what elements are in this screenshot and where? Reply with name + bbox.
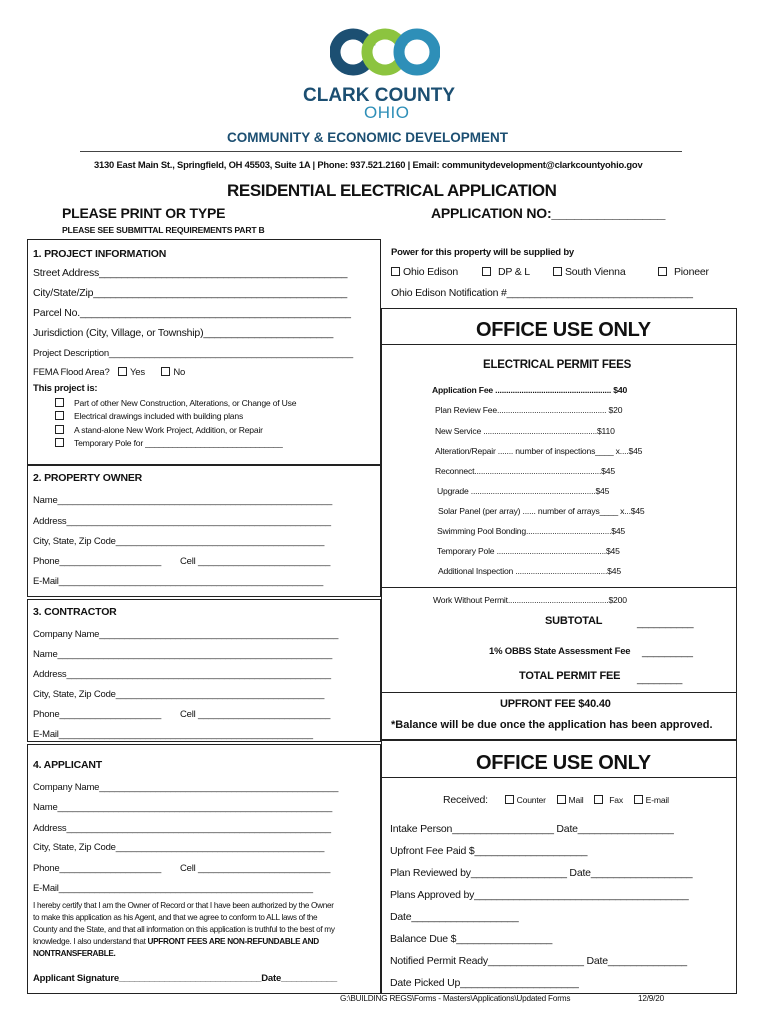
this-project-is: This project is: bbox=[33, 383, 98, 394]
owner-address-field[interactable]: Address____________________________________________________ bbox=[33, 516, 331, 527]
received-row: Received: Counter Mail Fax E-mail bbox=[443, 794, 669, 806]
applicant-heading: 4. APPLICANT bbox=[33, 759, 102, 771]
applicant-company-field[interactable]: Company Name_______________________________________________ bbox=[33, 782, 339, 793]
checkbox[interactable] bbox=[55, 425, 64, 434]
header-rule bbox=[80, 151, 682, 152]
fee-swimming-pool: Swimming Pool Bonding.......................................$45 bbox=[437, 526, 626, 536]
project-info-heading: 1. PROJECT INFORMATION bbox=[33, 248, 167, 260]
applicant-city-field[interactable]: City, State, Zip Code_________________________________________ bbox=[33, 842, 325, 853]
balance-due-field[interactable]: Balance Due $_________________ bbox=[390, 933, 553, 945]
applicant-name-field[interactable]: Name______________________________________________________ bbox=[33, 802, 333, 813]
header-address: 3130 East Main St., Springfield, OH 45503, Suite 1A | Phone: 937.521.2160 | Email: communitydevelopment@clarkcountyohio.gov bbox=[94, 159, 643, 170]
fema-label: FEMA Flood Area? bbox=[33, 367, 110, 378]
print-or-type: PLEASE PRINT OR TYPE bbox=[62, 205, 226, 221]
certification-line-1: I hereby certify that I am the Owner of Record or that I have been authorized by the Owner bbox=[33, 901, 334, 910]
received-label: Received: bbox=[443, 794, 488, 806]
fee-additional-inspection: Additional Inspection ..........................................$45 bbox=[438, 566, 621, 576]
ohio-edison-notification[interactable]: Ohio Edison Notification #_________________________________ bbox=[391, 287, 693, 299]
project-type-4: Temporary Pole for ______________________________ bbox=[55, 438, 283, 449]
certification-line-3: County and the State, and that all information on this application is truthful to the best of my bbox=[33, 925, 335, 934]
office-use-rule-2 bbox=[381, 777, 737, 778]
dept-name: COMMUNITY & ECONOMIC DEVELOPMENT bbox=[227, 130, 509, 145]
obbs-fee-field[interactable]: _________ bbox=[642, 646, 693, 658]
power-supply-heading: Power for this property will be supplied by bbox=[391, 247, 575, 258]
subtotal-field[interactable]: __________ bbox=[637, 617, 694, 629]
notified-permit-ready-field[interactable]: Notified Permit Ready_________________ Date______________ bbox=[390, 955, 687, 967]
cco-logo-mark bbox=[330, 28, 440, 84]
footer-date: 12/9/20 bbox=[638, 994, 664, 1003]
contractor-heading: 3. CONTRACTOR bbox=[33, 606, 117, 618]
fee-work-without-permit: Work Without Permit..............................................$200 bbox=[433, 595, 627, 605]
subtotal-label: SUBTOTAL bbox=[545, 615, 603, 627]
contractor-phone-field[interactable]: Phone____________________ bbox=[33, 709, 162, 720]
owner-email-field[interactable]: E-Mail____________________________________________________ bbox=[33, 576, 324, 587]
balance-note: *Balance will be due once the application has been approved. bbox=[391, 719, 713, 731]
applicant-address-field[interactable]: Address____________________________________________________ bbox=[33, 823, 331, 834]
fee-upgrade: Upgrade .........................................................$45 bbox=[437, 486, 610, 496]
total-permit-fee-field[interactable]: ________ bbox=[637, 673, 683, 685]
fema-no-label: No bbox=[173, 367, 186, 378]
application-number: APPLICATION NO:_______________ bbox=[431, 205, 666, 221]
fema-flood-area bbox=[33, 367, 185, 378]
contractor-email-field[interactable]: E-Mail__________________________________________________ bbox=[33, 729, 313, 740]
certification-line-2: to make this application as his Agent, and that we agree to conform to ALL laws of the bbox=[33, 913, 318, 922]
permit-fees-title: ELECTRICAL PERMIT FEES bbox=[483, 359, 632, 371]
checkbox[interactable] bbox=[482, 267, 491, 276]
non-refundable-notice: UPFRONT FEES ARE NON-REFUNDABLE AND bbox=[147, 937, 319, 946]
applicant-email-field[interactable]: E-Mail__________________________________________________ bbox=[33, 883, 313, 894]
project-type-2: Electrical drawings included with building plans bbox=[55, 411, 243, 422]
office-use-rule-1 bbox=[381, 344, 737, 345]
parcel-no-field[interactable]: Parcel No.________________________________________________ bbox=[33, 307, 351, 319]
project-type-3: A stand-alone New Work Project, Addition, or Repair bbox=[55, 425, 263, 436]
city-state-zip-field[interactable]: City/State/Zip_____________________________________________ bbox=[33, 287, 348, 299]
fee-new-service: New Service ....................................................$110 bbox=[435, 426, 615, 436]
power-opt-ohio-edison: Ohio Edison bbox=[391, 266, 458, 278]
plan-reviewed-field[interactable]: Plan Reviewed by_________________ Date__________________ bbox=[390, 867, 693, 879]
total-rule bbox=[381, 692, 737, 693]
checkbox[interactable] bbox=[391, 267, 400, 276]
upfront-fee: UPFRONT FEE $40.40 bbox=[500, 698, 611, 710]
checkbox[interactable] bbox=[55, 438, 64, 447]
non-transferable-notice: NONTRANSFERABLE. bbox=[33, 949, 116, 958]
checkbox[interactable] bbox=[553, 267, 562, 276]
checkbox[interactable] bbox=[658, 267, 667, 276]
certification-line-4: knowledge. I also understand that UPFRONT FEES ARE NON-REFUNDABLE AND bbox=[33, 937, 319, 946]
applicant-cell-field[interactable]: Cell __________________________ bbox=[180, 863, 331, 874]
approval-date-field[interactable]: Date___________________ bbox=[390, 911, 519, 923]
contractor-address-field[interactable]: Address____________________________________________________ bbox=[33, 669, 331, 680]
fema-yes-checkbox[interactable] bbox=[118, 367, 127, 376]
owner-cell-field[interactable]: Cell __________________________ bbox=[180, 556, 331, 567]
received-mail-checkbox[interactable] bbox=[557, 795, 566, 804]
contractor-city-field[interactable]: City, State, Zip Code_________________________________________ bbox=[33, 689, 325, 700]
property-owner-heading: 2. PROPERTY OWNER bbox=[33, 472, 143, 484]
upfront-fee-paid-field[interactable]: Upfront Fee Paid $____________________ bbox=[390, 845, 588, 857]
received-email-checkbox[interactable] bbox=[634, 795, 643, 804]
plans-approved-field[interactable]: Plans Approved by______________________________________ bbox=[390, 889, 689, 901]
footer-path: G:\BUILDING REGS\Forms - Masters\Applications\Updated Forms bbox=[340, 994, 571, 1003]
intake-person-field[interactable]: Intake Person__________________ Date_________________ bbox=[390, 823, 674, 835]
project-description-field[interactable]: Project Description________________________________________________ bbox=[33, 348, 353, 359]
logo-county: CLARK COUNTY bbox=[303, 85, 455, 106]
checkbox[interactable] bbox=[55, 398, 64, 407]
street-address-field[interactable]: Street Address____________________________________________ bbox=[33, 267, 348, 279]
total-permit-fee-label: TOTAL PERMIT FEE bbox=[519, 670, 621, 682]
submittal-note: PLEASE SEE SUBMITTAL REQUIREMENTS PART B bbox=[62, 225, 265, 235]
contractor-name-field[interactable]: Name______________________________________________________ bbox=[33, 649, 333, 660]
fee-temporary-pole: Temporary Pole ..................................................$45 bbox=[437, 546, 620, 556]
applicant-phone-field[interactable]: Phone____________________ bbox=[33, 863, 162, 874]
power-opt-dpl: DP & L bbox=[482, 266, 530, 278]
checkbox[interactable] bbox=[55, 411, 64, 420]
date-picked-up-field[interactable]: Date Picked Up_____________________ bbox=[390, 977, 579, 989]
jurisdiction-field[interactable]: Jurisdiction (City, Village, or Township)_______________________ bbox=[33, 327, 334, 339]
form-title: RESIDENTIAL ELECTRICAL APPLICATION bbox=[227, 181, 557, 200]
contractor-cell-field[interactable]: Cell __________________________ bbox=[180, 709, 331, 720]
owner-name-field[interactable]: Name______________________________________________________ bbox=[33, 495, 333, 506]
fee-alteration: Alteration/Repair ....... number of inspections____ x....$45 bbox=[435, 446, 643, 456]
project-type-1: Part of other New Construction, Alterations, or Change of Use bbox=[55, 398, 296, 409]
obbs-fee-label: 1% OBBS State Assessment Fee bbox=[489, 646, 631, 657]
logo-state: OHIO bbox=[364, 103, 410, 122]
power-opt-pioneer: Pioneer bbox=[658, 266, 709, 278]
county-logo bbox=[330, 28, 440, 84]
received-fax-checkbox[interactable] bbox=[594, 795, 603, 804]
fee-application: Application Fee ..................................................... $40 bbox=[432, 385, 628, 395]
office-use-heading-1: OFFICE USE ONLY bbox=[476, 319, 651, 341]
fee-reconnect: Reconnect..........................................................$45 bbox=[435, 466, 615, 476]
received-counter-checkbox[interactable] bbox=[505, 795, 514, 804]
owner-phone-field[interactable]: Phone____________________ bbox=[33, 556, 162, 567]
owner-city-field[interactable]: City, State, Zip Code_________________________________________ bbox=[33, 536, 325, 547]
power-opt-south-vienna: South Vienna bbox=[553, 266, 625, 278]
fee-solar-panel: Solar Panel (per array) ...... number of arrays____ x...$45 bbox=[438, 506, 645, 516]
contractor-company-field[interactable]: Company Name_______________________________________________ bbox=[33, 629, 339, 640]
office-use-heading-2: OFFICE USE ONLY bbox=[476, 752, 651, 774]
fema-no-checkbox[interactable] bbox=[161, 367, 170, 376]
fee-plan-review: Plan Review Fee.................................................. $20 bbox=[435, 405, 623, 415]
fees-rule bbox=[381, 587, 737, 588]
fema-yes-label: Yes bbox=[130, 367, 145, 378]
applicant-signature-field[interactable]: Applicant Signature____________________________Date___________ bbox=[33, 973, 337, 984]
